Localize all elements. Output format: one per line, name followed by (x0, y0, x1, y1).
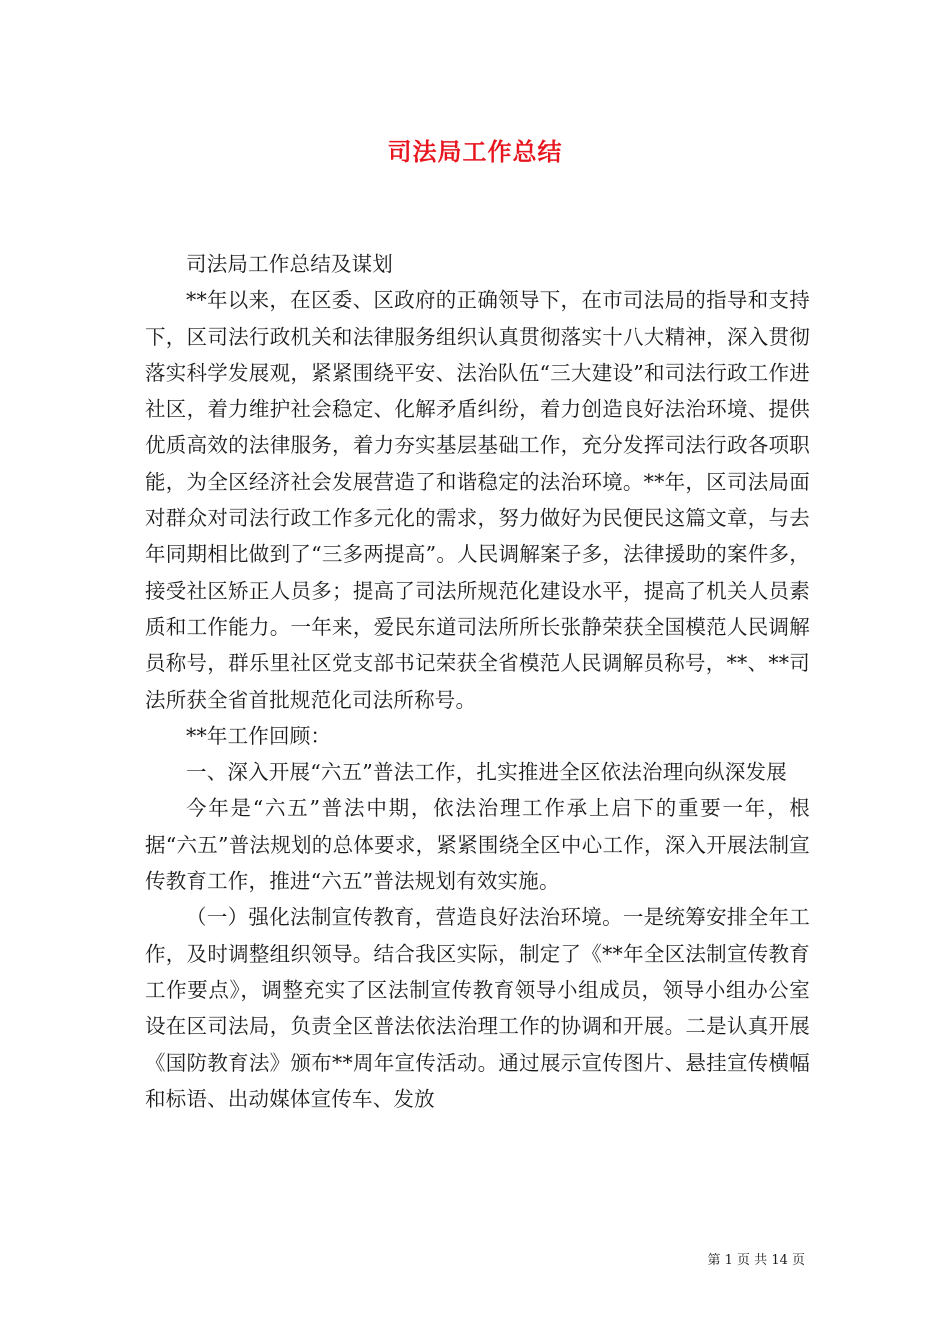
page-number-footer: 第 1 页 共 14 页 (707, 1253, 805, 1268)
paragraph-review-heading: **年工作回顾： (186, 723, 332, 748)
paragraph-section-one-heading: 一、深入开展“六五”普法工作，扎实推进全区依法治理向纵深发展 (186, 760, 787, 785)
paragraph-subsection-one: （一）强化法制宣传教育，营造良好法治环境。一是统筹安排全年工作，及时调整组织领导。结合我区实际，制定了《**年全区法制宣传教育工作要点》，调整充实了区法制宣传教育领导小组成员，领导小组办公室设在区司法局，负责全区普法依法治理工作的协调和开展。二是认真开展《国防教育法》颁布**周年宣传活动。通过展示宣传图片、悬挂宣传横幅和标语、出动媒体宣传车、发放 (145, 905, 810, 1111)
paragraph-section-one-body: 今年是“六五”普法中期，依法治理工作承上启下的重要一年，根据“六五”普法规划的总体要求，紧紧围绕全区中心工作，深入开展法制宣传教育工作，推进“六五”普法规划有效实施。 (145, 796, 810, 894)
document-title: 司法局工作总结 (387, 137, 563, 166)
document-body (145, 246, 810, 1117)
paragraph-subtitle: 司法局工作总结及谋划 (186, 252, 393, 276)
paragraph-intro: **年以来，在区委、区政府的正确领导下，在市司法局的指导和支持下，区司法行政机关和法律服务组织认真贯彻落实十八大精神，深入贯彻落实科学发展观，紧紧围绕平安、法治队伍“三大建设”和司法行政工作进社区，着力维护社会稳定、化解矛盾纠纷，着力创造良好法治环境、提供优质高效的法律服务，着力夯实基层基础工作，充分发挥司法行政各项职能，为全区经济社会发展营造了和谐稳定的法治环境。**年，区司法局面对群众对司法行政工作多元化的需求，努力做好为民便民这篇文章，与去年同期相比做到了“三多两提高”。人民调解案子多，法律援助的案件多，接受社区矫正人员多；提高了司法所规范化建设水平，提高了机关人员素质和工作能力。一年来，爱民东道司法所所长张静荣获全国模范人民调解员称号，群乐里社区党支部书记荣获全省模范人民调解员称号，**、**司法所获全省首批规范化司法所称号。 (145, 288, 810, 712)
